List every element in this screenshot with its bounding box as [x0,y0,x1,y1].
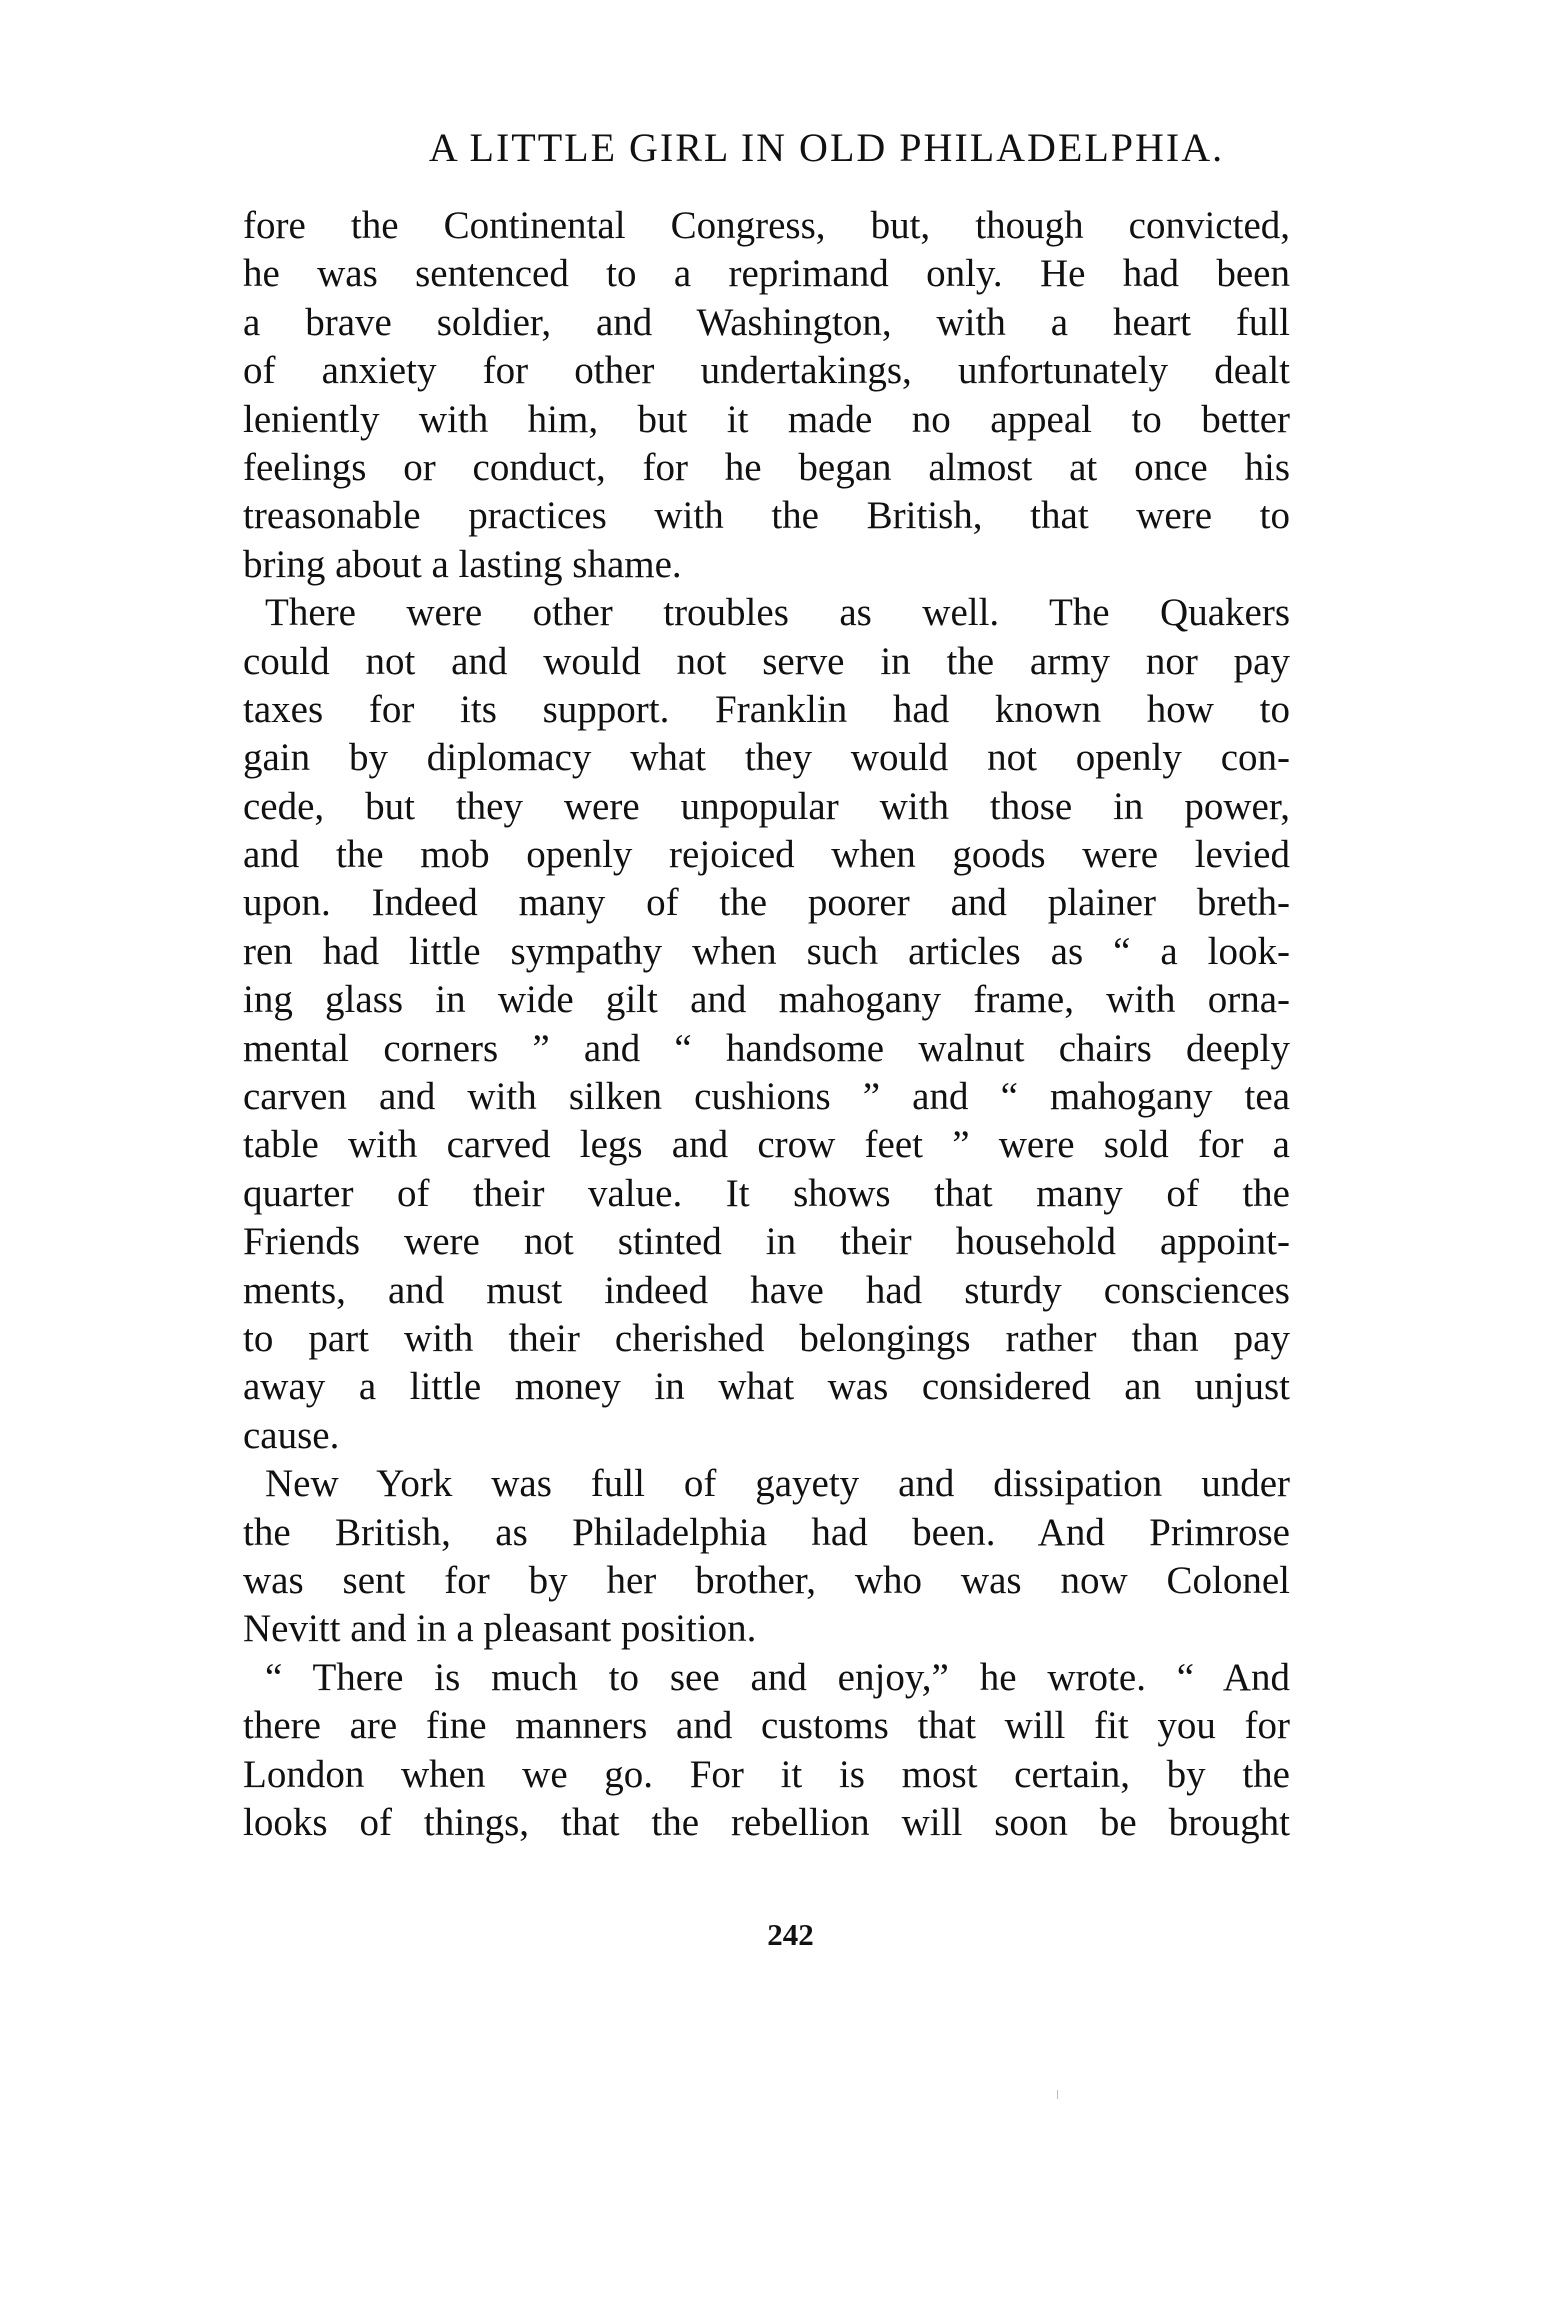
paragraph [243,1654,1290,1848]
text-line: of anxiety for other undertakings, unfortunately dealt [243,349,1290,393]
scan-speck [1057,2090,1058,2099]
text-line: gain by diplomacy what they would not openly con- [243,736,1290,780]
text-line: London when we go. For it is most certain, by the [243,1752,1290,1796]
text-line: to part with their cherished belongings rather than pay [243,1316,1290,1360]
text-line: there are fine manners and customs that will fit you for [243,1704,1290,1748]
text-line: quarter of their value. It shows that many of the [243,1171,1290,1215]
text-line: he was sentenced to a reprimand only. He had been [243,252,1290,296]
paragraph [243,202,1290,589]
paragraph [243,589,1290,1460]
text-line: taxes for its support. Franklin had known how to [243,687,1290,731]
text-line: was sent for by her brother, who was now Colonel [243,1558,1290,1602]
text-line: cause. [243,1413,340,1457]
text-line: There were other troubles as well. The Quakers [265,591,1290,635]
text-line: cede, but they were unpopular with those in power, [243,784,1290,828]
running-head-title: A LITTLE GIRL IN OLD PHILADELPHIA. [428,125,1225,170]
page-number [0,1915,1557,1955]
text-line: mental corners ” and “ handsome walnut chairs deeply [243,1026,1290,1070]
text-line: feelings or conduct, for he began almost at once his [243,445,1290,489]
text-line: fore the Continental Congress, but, though convicted, [243,204,1290,247]
text-line: upon. Indeed many of the poorer and plainer breth- [243,881,1290,925]
text-line: and the mob openly rejoiced when goods were levied [243,833,1290,877]
text-line: carven and with silken cushions ” and “ mahogany tea [243,1075,1290,1119]
page-number-text: 242 [767,1917,814,1952]
text-line: a brave soldier, and Washington, with a heart full [243,300,1290,344]
text-line: away a little money in what was considered an unjust [243,1365,1290,1409]
text-line: could not and would not serve in the army nor pay [243,639,1290,683]
text-line: ren had little sympathy when such articles as “ a look- [243,929,1290,973]
paragraph [243,1460,1290,1654]
text-line: ments, and must indeed have had sturdy consciences [243,1268,1290,1312]
text-line: bring about a lasting shame. [243,542,682,586]
text-line: the British, as Philadelphia had been. And Primrose [243,1510,1290,1554]
running-head [0,118,1557,178]
text-line: looks of things, that the rebellion will soon be brought [243,1800,1290,1844]
text-line: “ There is much to see and enjoy,” he wrote. “ And [265,1655,1290,1699]
text-line: ing glass in wide gilt and mahogany frame, with orna- [243,978,1290,1022]
body-text [243,202,1290,1847]
text-line: table with carved legs and crow feet ” were sold for a [243,1123,1290,1167]
text-line: New York was full of gayety and dissipation under [265,1462,1290,1506]
text-line: treasonable practices with the British, that were to [243,494,1290,538]
text-line: leniently with him, but it made no appeal to better [243,397,1290,441]
text-line: Friends were not stinted in their household appoint- [243,1220,1290,1264]
text-line: Nevitt and in a pleasant position. [243,1607,757,1651]
